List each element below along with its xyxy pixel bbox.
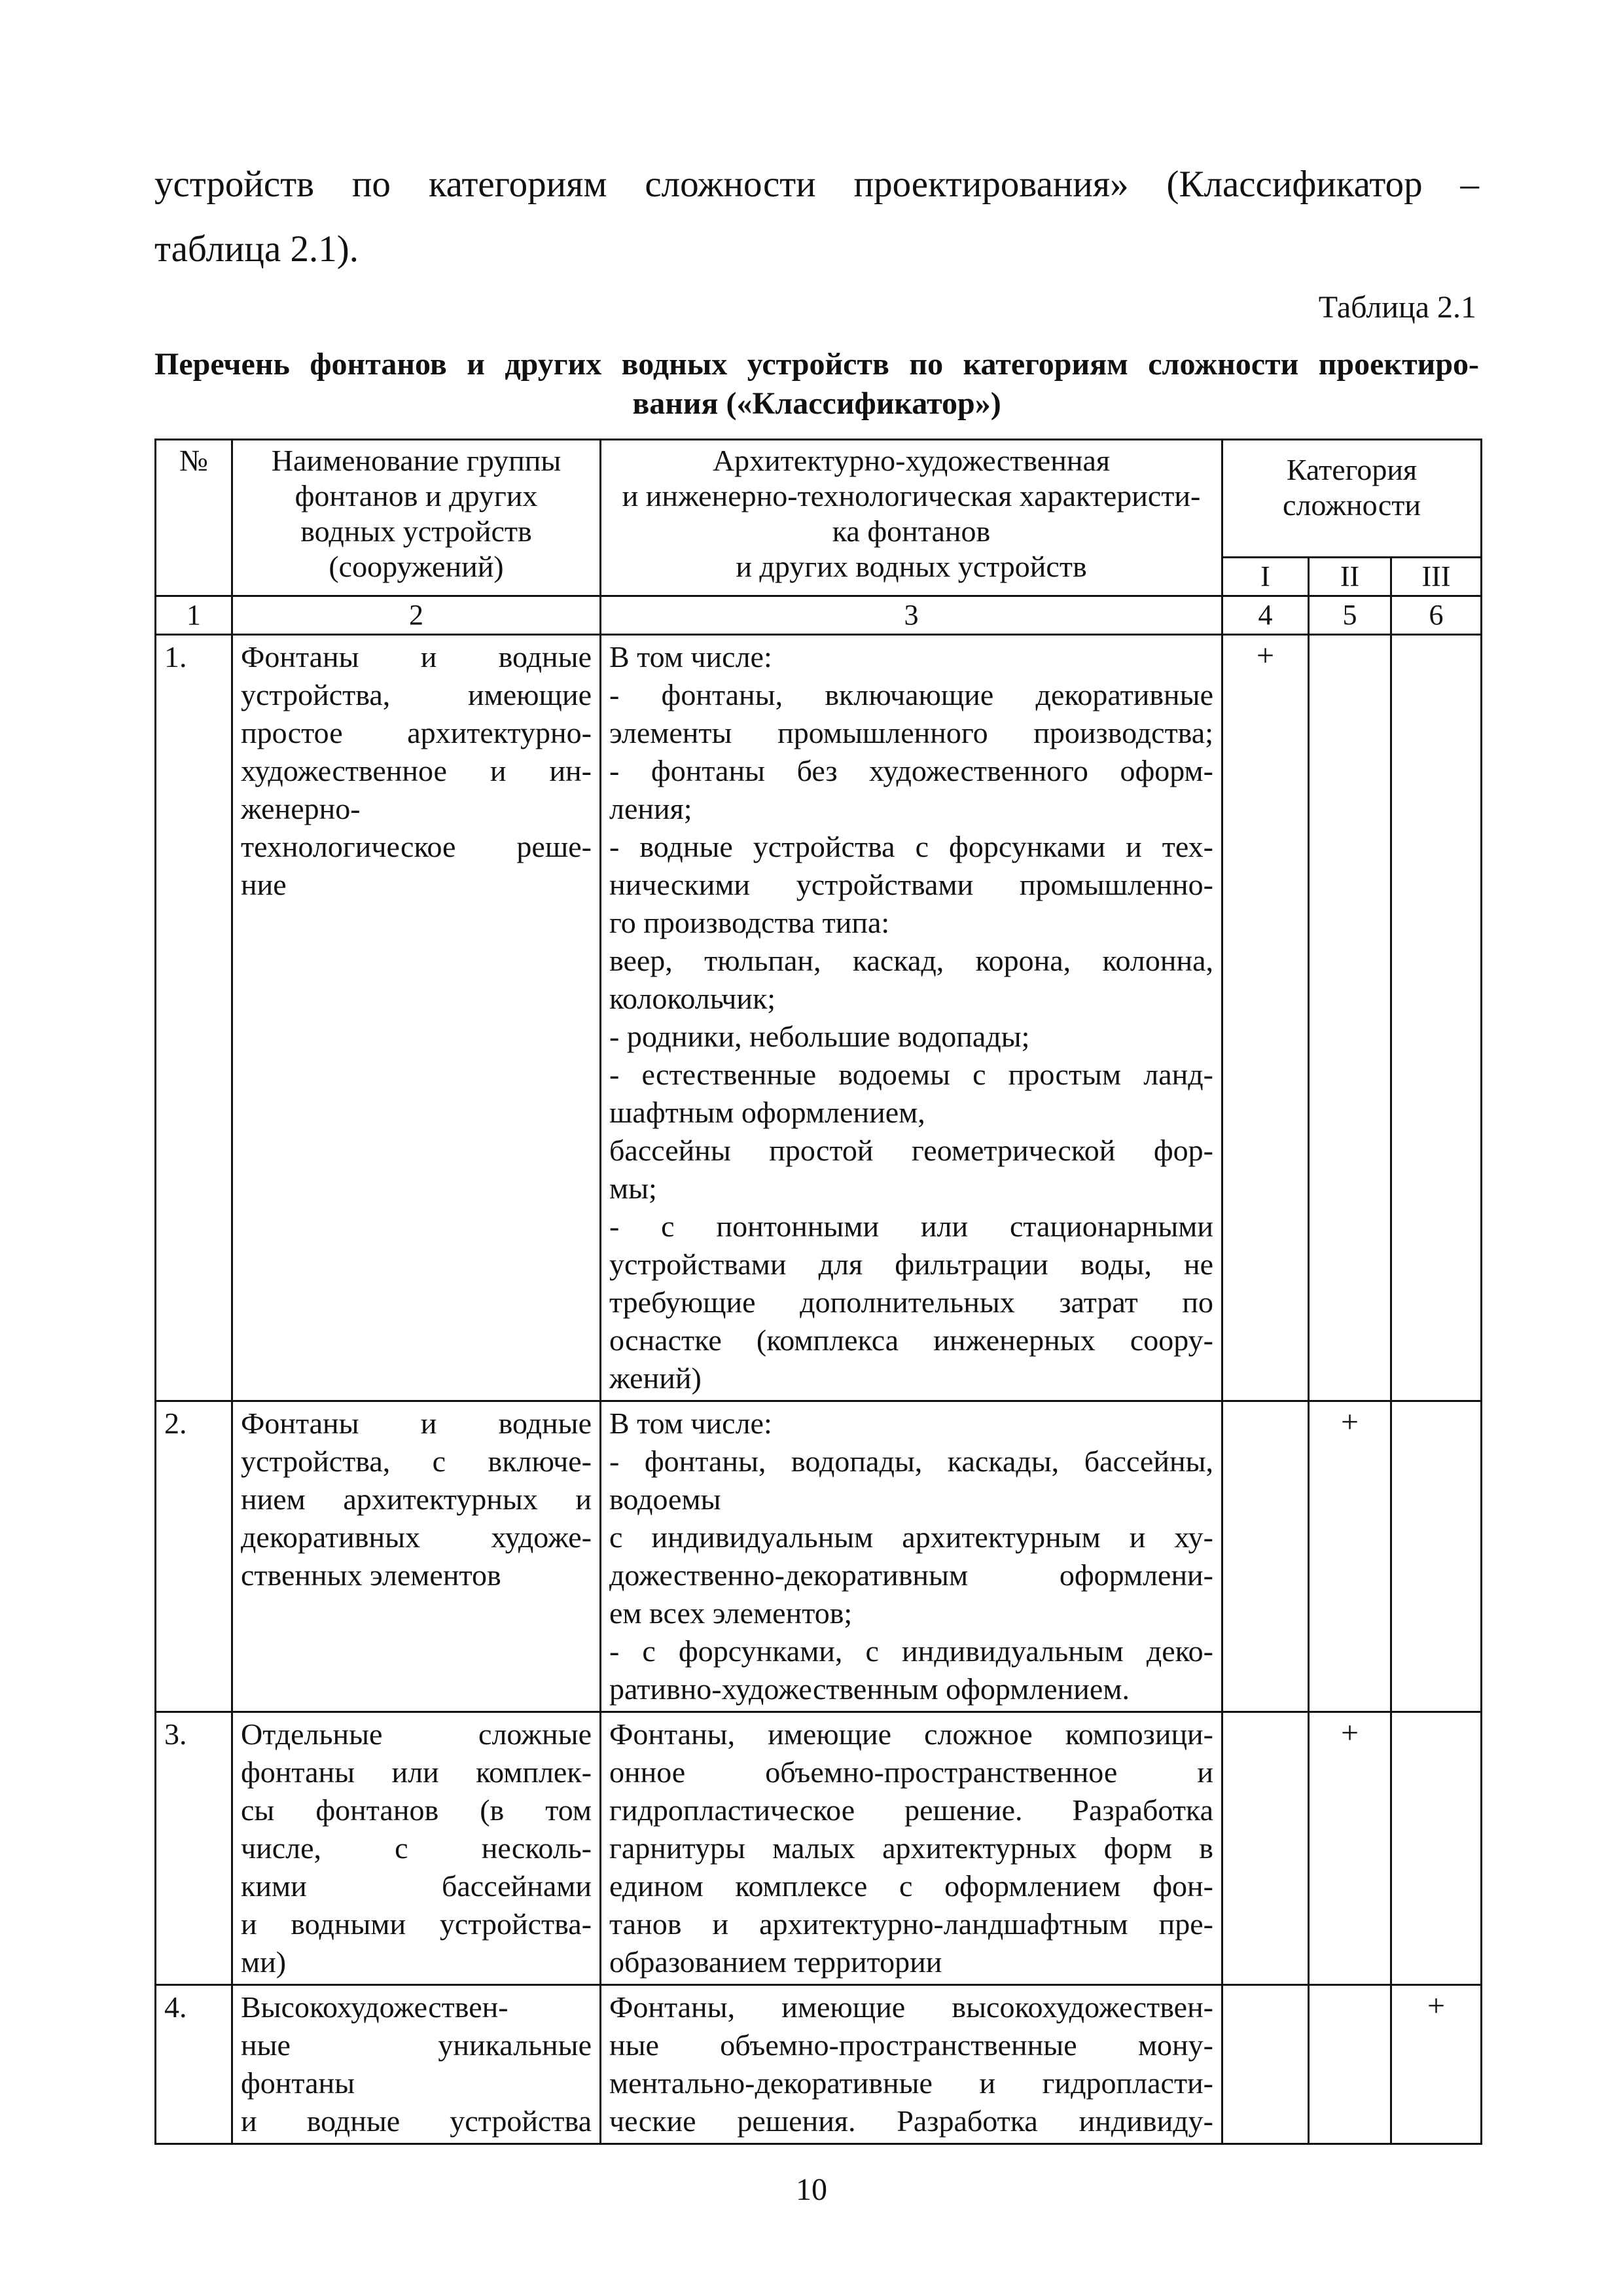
characteristics-line: требующие дополнительных затрат по [609,1285,1213,1319]
header-category-line: Категория [1286,453,1418,486]
category-level-1: I [1222,558,1309,596]
characteristics-line: - естественные водоемы с простым ланд- [609,1058,1213,1091]
group-name-line: ные уникальные [241,2028,592,2062]
classifier-table [154,439,1482,2145]
header-name [232,440,601,596]
group-name [232,635,601,1401]
group-name-line: фонтаны или комплек- [241,1755,592,1789]
group-name-line: фонтаны [241,2066,355,2100]
characteristics-line: элементы промышленного производства; [609,716,1213,749]
characteristics-line: - водные устройства с форсунками и тех- [609,830,1213,863]
characteristics-line: Фонтаны, имеющие сложное композици- [609,1717,1213,1751]
category-mark-2: + [1309,1712,1391,1985]
column-number: 2 [232,596,601,635]
header-name-line: (сооружений) [329,550,504,583]
group-name-line: художественное и ин- [241,754,592,787]
characteristics-line: водоемы [609,1482,721,1516]
category-mark-1 [1222,1712,1309,1985]
header-desc-line: и других водных устройств [736,550,1087,583]
table-number: Таблица 2.1 [1318,290,1476,325]
category-level-3: III [1391,558,1482,596]
column-number: 6 [1391,596,1482,635]
group-name [232,1985,601,2144]
group-name-line: ми) [241,1945,287,1979]
category-mark-2: + [1309,1401,1391,1712]
characteristics-line: мы; [609,1172,657,1205]
characteristics-line: устройствами для фильтрации воды, не [609,1247,1213,1281]
table-row [156,1401,1482,1712]
column-number: 3 [601,596,1222,635]
header-row [156,440,1482,558]
category-mark-1 [1222,1401,1309,1712]
characteristics-line: ем всех элементов; [609,1596,853,1630]
group-name-line: Фонтаны и водные [241,1407,592,1440]
characteristics-line: ментально-декоративные и гидропласти- [609,2066,1213,2100]
characteristics-line: с индивидуальным архитектурным и ху- [609,1520,1213,1554]
characteristics-line: - фонтаны, водопады, каскады, бассейны, [609,1444,1213,1478]
group-name-line: ние [241,868,287,901]
characteristics [601,1985,1222,2144]
column-number-row [156,596,1482,635]
characteristics [601,635,1222,1401]
characteristics-line: В том числе: [609,1407,772,1440]
category-mark-1 [1222,1985,1309,2144]
header-desc [601,440,1222,596]
header-category-line: сложности [1283,488,1421,522]
characteristics-line: ративно-художественным оформлением. [609,1672,1130,1706]
header-desc-line: Архитектурно-художественная [712,444,1111,477]
category-mark-2 [1309,1985,1391,2144]
group-name-line: женерно- [241,792,361,825]
group-name-line: Фонтаны и водные [241,640,592,673]
group-name-line: технологическое реше- [241,830,592,863]
category-mark-1: + [1222,635,1309,1401]
column-number: 1 [156,596,232,635]
table-row [156,1985,1482,2144]
group-name-line: Отдельные сложные [241,1717,592,1751]
characteristics-line: - с форсунками, с индивидуальным деко- [609,1634,1213,1668]
table-title-line: Перечень фонтанов и других водных устройств по категориям сложности проектиро- [154,347,1479,382]
characteristics-line: - с понтонными или стационарными [609,1210,1213,1243]
group-name-line: устройства, с включе- [241,1444,592,1478]
characteristics-line: дожественно-декоративным оформлени- [609,1558,1213,1592]
characteristics-line: едином комплексе с оформлением фон- [609,1869,1213,1903]
row-number: 2. [156,1401,232,1712]
group-name-line: числе, с несколь- [241,1831,592,1865]
characteristics-line: Фонтаны, имеющие высокохудожествен- [609,1990,1213,2024]
intro-line: таблица 2.1). [154,228,359,270]
category-mark-3 [1391,1401,1482,1712]
characteristics-line: ническими устройствами промышленно- [609,868,1213,901]
group-name-line: простое архитектурно- [241,716,592,749]
category-mark-3: + [1391,1985,1482,2144]
group-name-line: сы фонтанов (в том [241,1793,592,1827]
column-number: 4 [1222,596,1309,635]
table-row [156,1712,1482,1985]
table-title-line: вания («Классификатор») [632,386,1001,421]
group-name-line: и водными устройства- [241,1907,592,1941]
group-name [232,1712,601,1985]
characteristics-line: колокольчик; [609,982,776,1015]
column-number: 5 [1309,596,1391,635]
group-name [232,1401,601,1712]
header-desc-line: и инженерно-технологическая характеристи- [622,479,1201,512]
group-name-line: и водные устройства [241,2104,592,2138]
characteristics-line: - родники, небольшие водопады; [609,1020,1030,1053]
group-name-line: ственных элементов [241,1558,501,1592]
characteristics-line: жений) [609,1361,702,1395]
characteristics [601,1401,1222,1712]
characteristics-line: го производства типа: [609,906,890,939]
characteristics-line: ческие решения. Разработка индивиду- [609,2104,1213,2138]
page-number: 10 [796,2172,827,2207]
characteristics-line: - фонтаны, включающие декоративные [609,678,1213,711]
header-category [1222,440,1482,558]
group-name-line: нием архитектурных и [241,1482,592,1516]
group-name-line: Высокохудожествен- [241,1990,508,2024]
category-mark-3 [1391,1712,1482,1985]
characteristics-line: В том числе: [609,640,772,673]
characteristics-line: шафтным оформлением, [609,1096,925,1129]
group-name-line: декоративных художе- [241,1520,592,1554]
row-number: 4. [156,1985,232,2144]
characteristics-line: гидропластическое решение. Разработка [609,1793,1213,1827]
characteristics-line: бассейны простой геометрической фор- [609,1134,1213,1167]
characteristics-line: танов и архитектурно-ландшафтным пре- [609,1907,1213,1941]
group-name-line: устройства, имеющие [241,678,592,711]
category-mark-2 [1309,635,1391,1401]
characteristics-line: ные объемно-пространственные мону- [609,2028,1213,2062]
characteristics [601,1712,1222,1985]
row-number: 1. [156,635,232,1401]
group-name-line: кими бассейнами [241,1869,592,1903]
row-number: 3. [156,1712,232,1985]
table-row [156,635,1482,1401]
header-name-line: Наименование группы [271,444,562,477]
characteristics-line: ления; [609,792,692,825]
table-title [154,345,1479,423]
characteristics-line: веер, тюльпан, каскад, корона, колонна, [609,944,1213,977]
characteristics-line: образованием территории [609,1945,942,1979]
intro-paragraph [154,152,1479,281]
characteristics-line: гарнитуры малых архитектурных форм в [609,1831,1213,1865]
characteristics-line: онное объемно-пространственное и [609,1755,1213,1789]
intro-line: устройств по категориям сложности проектирования» (Классификатор – [154,164,1479,205]
characteristics-line: - фонтаны без художественного оформ- [609,754,1213,787]
header-name-line: водных устройств [300,514,532,548]
category-mark-3 [1391,635,1482,1401]
header-num: № [156,440,232,596]
category-level-2: II [1309,558,1391,596]
characteristics-line: оснастке (комплекса инженерных соору- [609,1323,1213,1357]
header-desc-line: ка фонтанов [832,514,991,548]
header-name-line: фонтанов и других [294,479,538,512]
